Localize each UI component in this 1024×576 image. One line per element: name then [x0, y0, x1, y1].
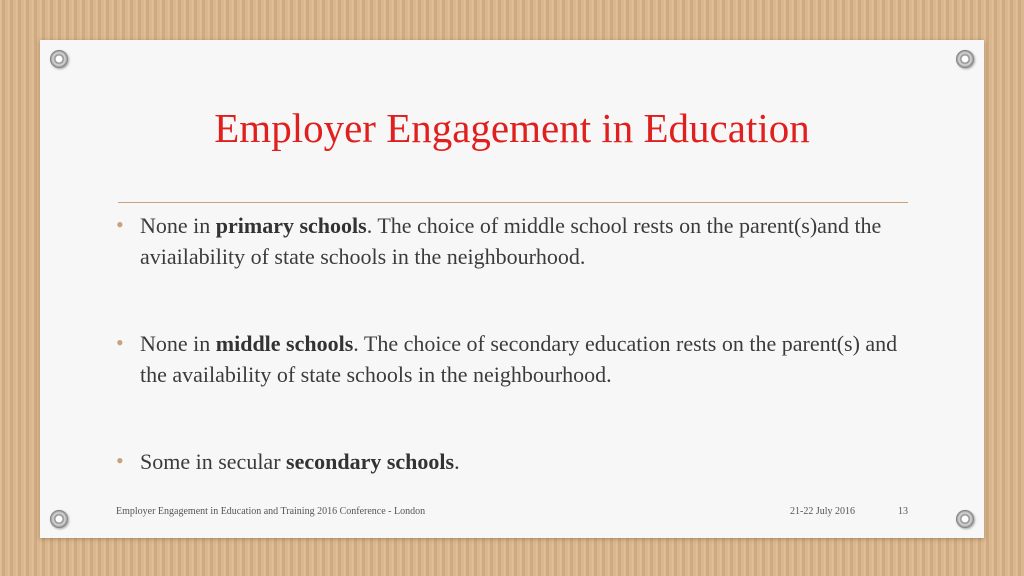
bullet-icon: •: [116, 212, 124, 237]
bullet-text-after: . The choice of middle school rests on the parent(s)and the aviailability of state schools in the neighbourhood.: [140, 213, 882, 269]
footer-date: 21-22 July 2016: [790, 506, 855, 517]
pushpin-icon: [956, 50, 974, 68]
bullet-item: [116, 328, 916, 390]
footer-conference: Employer Engagement in Education and Training 2016 Conference - London: [116, 506, 426, 517]
pushpin-icon: [956, 510, 974, 528]
slide: [40, 40, 984, 538]
bullet-icon: •: [116, 330, 124, 355]
bullet-list: [116, 210, 916, 477]
bullet-text-after: .: [454, 449, 460, 474]
slide-number: 13: [898, 506, 908, 517]
pushpin-icon: [50, 510, 68, 528]
bullet-item: [116, 446, 916, 477]
pushpin-icon: [50, 50, 68, 68]
bullet-text-before: Some in secular: [140, 449, 287, 474]
bullet-text-bold: primary schools: [215, 213, 367, 238]
bullet-text-before: None in: [140, 213, 216, 238]
bullet-text-after: . The choice of secondary education rests on the parent(s) and the availability of state schools in the neighbourhood.: [140, 331, 898, 387]
bullet-item: [116, 210, 916, 272]
bullet-icon: •: [116, 448, 124, 473]
bullet-text-bold: secondary schools: [286, 449, 455, 474]
slide-title: Employer Engagement in Education: [214, 105, 810, 151]
bullet-text-bold: middle schools: [215, 331, 354, 356]
title-divider: [118, 202, 908, 203]
bullet-text-before: None in: [140, 331, 216, 356]
